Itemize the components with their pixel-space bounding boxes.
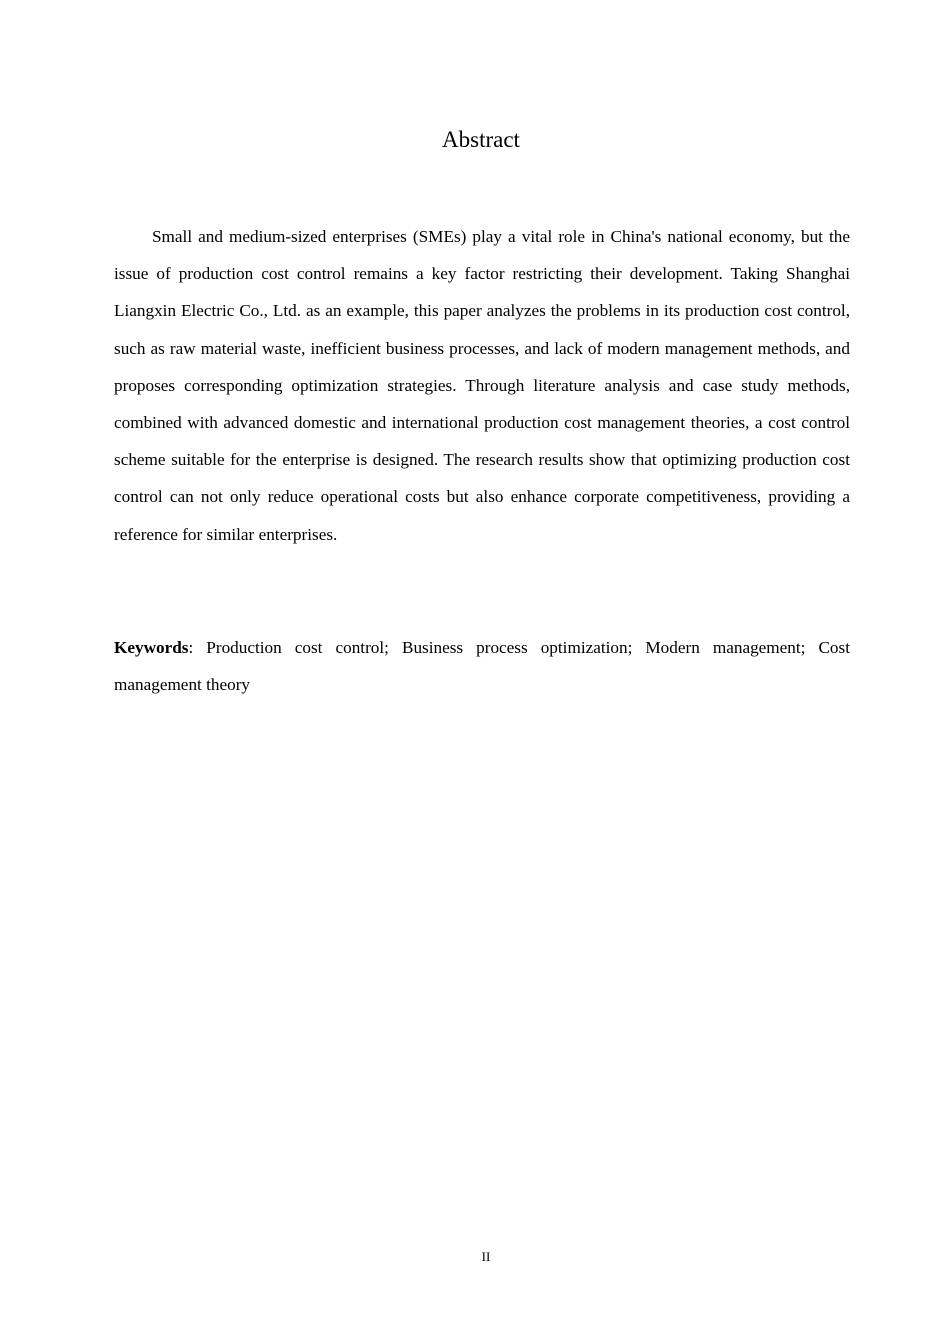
keywords-separator: : bbox=[188, 638, 207, 657]
keywords-label: Keywords bbox=[114, 638, 189, 657]
keywords-list: Production cost control; Business process optimization; Modern management; Cost management theory bbox=[114, 638, 850, 694]
abstract-body: Small and medium-sized enterprises (SMEs) play a vital role in China's national economy, but the issue of production cost control remains a key factor restricting their development. Taking Shanghai Liangxin Electric Co., Ltd. as an example, this paper analyzes the problems in its production cost control, such as raw material waste, inefficient business processes, and lack of modern management methods, and proposes corresponding optimization strategies. Through literature analysis and case study methods, combined with advanced domestic and international production cost management theories, a cost control scheme suitable for the enterprise is designed. The research results show that optimizing production cost control can not only reduce operational costs but also enhance corporate competitiveness, providing a reference for similar enterprises. bbox=[114, 227, 850, 544]
page-number: II bbox=[481, 1249, 491, 1264]
keywords-paragraph bbox=[114, 630, 850, 703]
abstract-title: Abstract bbox=[442, 127, 520, 152]
